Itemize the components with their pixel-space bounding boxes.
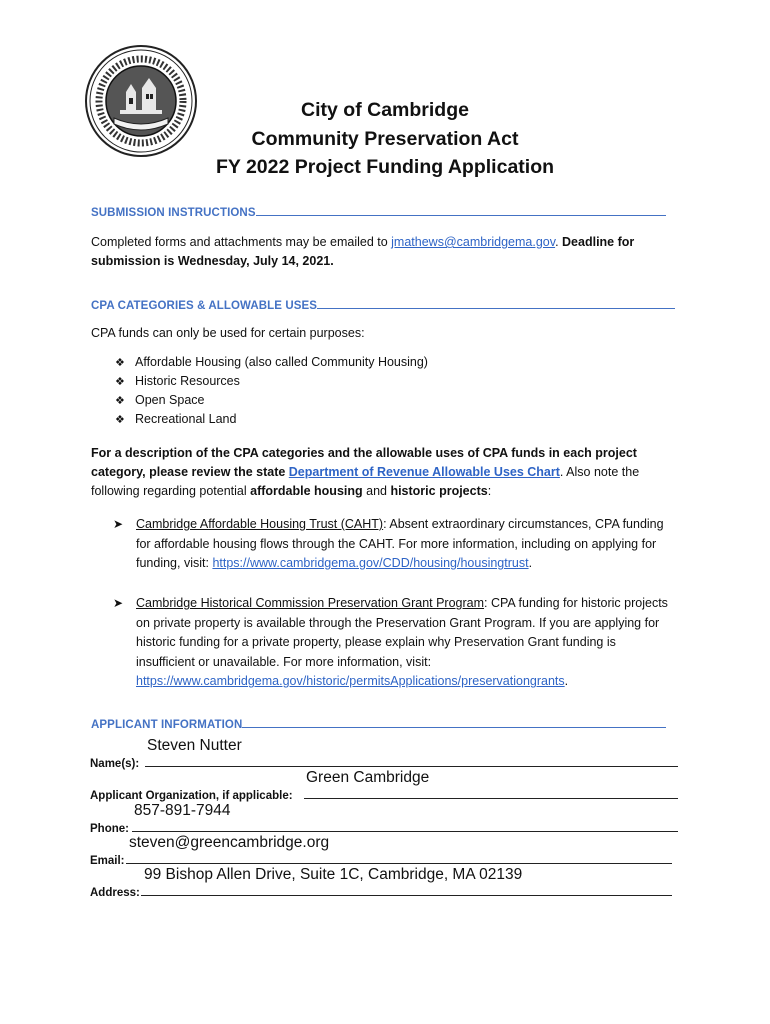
name-field[interactable]: Name(s): Steven Nutter: [90, 746, 680, 770]
submission-heading: SUBMISSION INSTRUCTIONS: [91, 206, 666, 219]
historical-name: Cambridge Historical Commission Preservation Grant Program: [136, 596, 485, 610]
list-item: ❖ Affordable Housing (also called Community Housing): [115, 353, 428, 372]
phone-value: 857-891-7944: [134, 802, 231, 819]
diamond-bullet-icon: ❖: [115, 395, 125, 407]
name-value: Steven Nutter: [147, 737, 242, 754]
historical-item: ➤ Cambridge Historical Commission Preservation Grant Program: CPA funding for historic projects on private property is available through the Preservation Grant Program. If you are applying for historic funding for a private property, please explain why Preservation Grant funding is insufficient or unavailable. For more information, visit: https://www.cambridgema.gov/historic/permitsApplications/preservationgrants.: [113, 596, 668, 689]
submission-deadline: Deadline for submission is Wednesday, July 14, 2021.: [91, 235, 635, 268]
organization-field[interactable]: Applicant Organization, if applicable: Green Cambridge: [90, 778, 680, 802]
diamond-bullet-icon: ❖: [115, 357, 125, 369]
categories-heading: CPA CATEGORIES & ALLOWABLE USES: [91, 299, 675, 312]
diamond-bullet-icon: ❖: [115, 414, 125, 426]
submission-email-link[interactable]: jmathews@cambridgema.gov: [391, 235, 556, 249]
categories-description: For a description of the CPA categories and the allowable uses of CPA funds in each project category, please review the state Department of Revenue Allowable Uses Chart. Also note the following regarding potential affordable housing and historic projects:: [91, 446, 640, 498]
list-item: ❖ Open Space: [115, 391, 428, 410]
caht-item: ➤ Cambridge Affordable Housing Trust (CAHT): Absent extraordinary circumstances, CPA funding for affordable housing flows through the CAHT. For more information, including on applying for funding, visit: https://www.cambridgema.gov/CDD/housing/housingtrust.: [113, 517, 664, 571]
caht-url-link[interactable]: https://www.cambridgema.gov/CDD/housing/housingtrust: [212, 556, 529, 571]
document-title: [180, 96, 590, 182]
arrow-bullet-icon: ➤: [113, 596, 124, 610]
applicant-heading: APPLICANT INFORMATION: [91, 718, 666, 731]
address-field[interactable]: Address: 99 Bishop Allen Drive, Suite 1C, Cambridge, MA 02139: [90, 875, 680, 899]
categories-list: [115, 353, 428, 429]
organization-value: Green Cambridge: [306, 769, 430, 786]
title-line-act: Community Preservation Act: [251, 127, 519, 150]
caht-name: Cambridge Affordable Housing Trust (CAHT): [136, 517, 384, 531]
phone-field[interactable]: Phone: 857-891-7944: [90, 811, 680, 835]
diamond-bullet-icon: ❖: [115, 376, 125, 388]
allowable-uses-chart-link[interactable]: Department of Revenue Allowable Uses Chart: [288, 465, 560, 479]
address-value: 99 Bishop Allen Drive, Suite 1C, Cambridge, MA 02139: [144, 866, 523, 883]
email-value: steven@greencambridge.org: [129, 834, 330, 851]
arrow-bullet-icon: ➤: [113, 517, 124, 531]
categories-intro: CPA funds can only be used for certain purposes:: [91, 326, 365, 340]
list-item: ❖ Historic Resources: [115, 372, 428, 391]
submission-text: Completed forms and attachments may be emailed to jmathews@cambridgema.gov. Deadline for submission is Wednesday, July 14, 2021.: [91, 235, 635, 268]
title-line-application: FY 2022 Project Funding Application: [215, 156, 555, 178]
title-line-city: City of Cambridge: [301, 99, 469, 121]
list-item: ❖ Recreational Land: [115, 410, 428, 429]
historical-url-link[interactable]: https://www.cambridgema.gov/historic/permitsApplications/preservationgrants: [136, 674, 565, 689]
email-field[interactable]: Email: steven@greencambridge.org: [90, 843, 680, 867]
